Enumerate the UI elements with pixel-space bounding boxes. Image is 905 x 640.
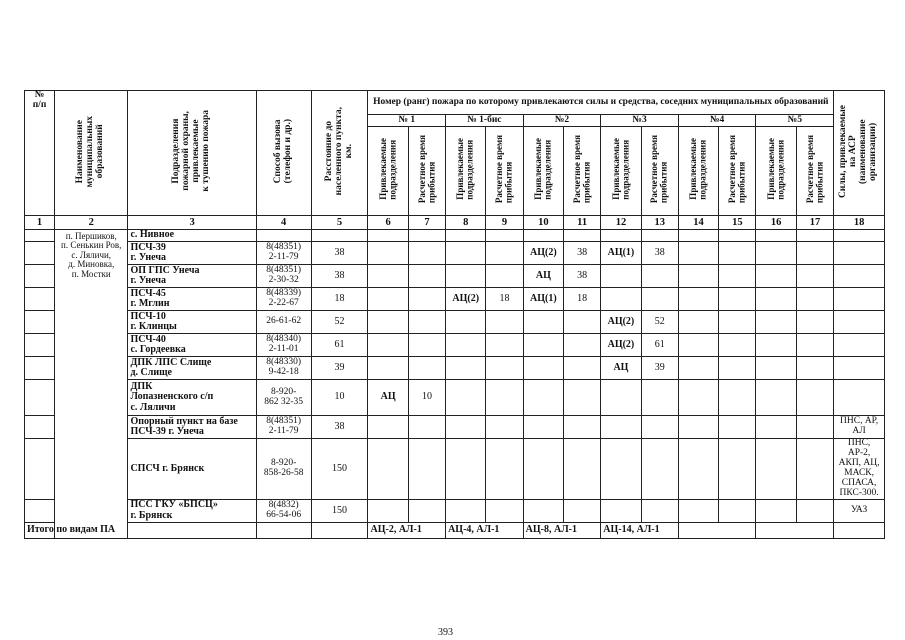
- assigned-units-rank-6: [756, 242, 796, 265]
- asr-forces: [834, 265, 885, 288]
- settlement-name: с. Нивное: [128, 230, 256, 242]
- assigned-units-rank-6: [756, 416, 796, 439]
- column-number: 8: [446, 216, 486, 230]
- unit-row: [25, 416, 885, 439]
- column-number: 6: [368, 216, 408, 230]
- assigned-units-rank-3: АЦ(1): [523, 288, 563, 311]
- call-method: 8-920- 858-26-58: [256, 439, 311, 500]
- arrival-time-rank-4: [641, 380, 678, 416]
- arrival-time-rank-2: [486, 311, 523, 334]
- header-col-asr: Силы, привлекаемые на АСР (наименование организации): [834, 91, 885, 216]
- empty-cell: [678, 230, 718, 242]
- assigned-units-rank-2: [446, 357, 486, 380]
- row-number-cell: [25, 311, 55, 334]
- totals-row: [25, 522, 885, 538]
- assigned-units-rank-1: [368, 357, 408, 380]
- unit-name: ПСЧ-45 г. Мглин: [128, 288, 256, 311]
- unit-row: [25, 311, 885, 334]
- assigned-units-rank-6: [756, 380, 796, 416]
- asr-forces: [834, 334, 885, 357]
- arrival-time-rank-4: [641, 265, 678, 288]
- assigned-units-rank-6: [756, 439, 796, 500]
- arrival-time-rank-6: [796, 334, 833, 357]
- arrival-time-rank-1: [408, 311, 445, 334]
- assigned-units-rank-5: [678, 242, 718, 265]
- assigned-units-rank-1: [368, 416, 408, 439]
- arrival-time-rank-6: [796, 499, 833, 522]
- arrival-time-rank-3: [564, 311, 601, 334]
- totals-rank-5: [678, 522, 756, 538]
- column-number: 7: [408, 216, 445, 230]
- assigned-units-rank-1: [368, 334, 408, 357]
- column-number: 2: [55, 216, 128, 230]
- empty-cell: [756, 230, 796, 242]
- page-number: 393: [438, 627, 453, 638]
- assigned-units-rank-2: [446, 439, 486, 500]
- subheader-units-rank-1: Привлекаемые подразделения: [368, 127, 408, 216]
- arrival-time-rank-3: 38: [564, 242, 601, 265]
- row-number-cell: [25, 242, 55, 265]
- empty-cell: [368, 230, 408, 242]
- asr-forces: [834, 242, 885, 265]
- call-method: 8(48340) 2-11-01: [256, 334, 311, 357]
- call-method: 8(48351) 2-11-79: [256, 416, 311, 439]
- distance: 52: [311, 311, 368, 334]
- column-number: 11: [564, 216, 601, 230]
- column-number: 10: [523, 216, 563, 230]
- asr-forces: [834, 311, 885, 334]
- totals-rank-1: АЦ-2, АЛ-1: [368, 522, 446, 538]
- row-number-cell: [25, 265, 55, 288]
- assigned-units-rank-2: АЦ(2): [446, 288, 486, 311]
- arrival-time-rank-6: [796, 357, 833, 380]
- assigned-units-rank-3: АЦ(2): [523, 242, 563, 265]
- arrival-time-rank-5: [719, 380, 756, 416]
- asr-forces: ПНС, АР-2, АКП, АЦ, МАСК, СПАСА, ПКС-300.: [834, 439, 885, 500]
- arrival-time-rank-2: [486, 416, 523, 439]
- arrival-time-rank-5: [719, 499, 756, 522]
- arrival-time-rank-2: [486, 380, 523, 416]
- assigned-units-rank-3: АЦ: [523, 265, 563, 288]
- arrival-time-rank-1: [408, 499, 445, 522]
- assigned-units-rank-5: [678, 499, 718, 522]
- assigned-units-rank-5: [678, 357, 718, 380]
- arrival-time-rank-2: [486, 499, 523, 522]
- column-number: 9: [486, 216, 523, 230]
- header-rank-2: №2: [523, 115, 601, 127]
- arrival-time-rank-4: 52: [641, 311, 678, 334]
- subheader-time-rank-5: Расчетное время прибытия: [719, 127, 756, 216]
- assigned-units-rank-1: АЦ: [368, 380, 408, 416]
- arrival-time-rank-2: [486, 334, 523, 357]
- municipality-cell: п. Першиков, п. Сенькин Ров, с. Ляличи, д. Миновка, п. Мостки: [55, 230, 128, 539]
- unit-row: [25, 334, 885, 357]
- empty-cell: [256, 230, 311, 242]
- arrival-time-rank-3: [564, 499, 601, 522]
- call-method: 8(48351) 2-11-79: [256, 242, 311, 265]
- unit-name: ДПК Лопазненского с/п с. Ляличи: [128, 380, 256, 416]
- arrival-time-rank-2: [486, 265, 523, 288]
- empty-cell: [601, 230, 641, 242]
- call-method: 8(48351) 2-30-32: [256, 265, 311, 288]
- arrival-time-rank-6: [796, 288, 833, 311]
- row-number-cell: [25, 499, 55, 522]
- assigned-units-rank-2: [446, 380, 486, 416]
- call-method: 8(48330) 9-42-18: [256, 357, 311, 380]
- subheader-units-rank-5: Привлекаемые подразделения: [678, 127, 718, 216]
- call-method: 8(48339) 2-22-67: [256, 288, 311, 311]
- row-number-cell: [25, 416, 55, 439]
- settlement-row: [25, 230, 885, 242]
- asr-forces: [834, 288, 885, 311]
- column-number: 18: [834, 216, 885, 230]
- column-number: 4: [256, 216, 311, 230]
- assigned-units-rank-4: [601, 416, 641, 439]
- assigned-units-rank-1: [368, 242, 408, 265]
- empty-cell: [719, 230, 756, 242]
- assigned-units-rank-5: [678, 311, 718, 334]
- assigned-units-rank-3: [523, 334, 563, 357]
- subheader-units-rank-2: Привлекаемые подразделения: [446, 127, 486, 216]
- assigned-units-rank-4: АЦ(2): [601, 311, 641, 334]
- distance: 10: [311, 380, 368, 416]
- row-number-cell: [25, 288, 55, 311]
- assigned-units-rank-1: [368, 311, 408, 334]
- assigned-units-rank-6: [756, 311, 796, 334]
- column-number: 3: [128, 216, 256, 230]
- column-number: 14: [678, 216, 718, 230]
- arrival-time-rank-1: [408, 334, 445, 357]
- arrival-time-rank-2: [486, 439, 523, 500]
- header-rank-1bis: № 1-бис: [446, 115, 524, 127]
- distance: 150: [311, 439, 368, 500]
- call-method: 26-61-62: [256, 311, 311, 334]
- assigned-units-rank-6: [756, 265, 796, 288]
- totals-label: Итого по видам ПА: [25, 522, 128, 538]
- assigned-units-rank-6: [756, 334, 796, 357]
- column-number: 5: [311, 216, 368, 230]
- distance: 38: [311, 265, 368, 288]
- totals-rank-4: АЦ-14, АЛ-1: [601, 522, 679, 538]
- assigned-units-rank-5: [678, 288, 718, 311]
- header-col-units: Подразделения пожарной охраны, привлекаемые к тушению пожара: [128, 91, 256, 216]
- empty-cell: [311, 522, 368, 538]
- column-number: 16: [756, 216, 796, 230]
- unit-row: [25, 265, 885, 288]
- asr-forces: УАЗ: [834, 499, 885, 522]
- distance: 150: [311, 499, 368, 522]
- arrival-time-rank-3: [564, 380, 601, 416]
- header-rank-1: № 1: [368, 115, 446, 127]
- assigned-units-rank-5: [678, 416, 718, 439]
- call-method: 8(4832) 66-54-06: [256, 499, 311, 522]
- assigned-units-rank-3: [523, 439, 563, 500]
- empty-cell: [564, 230, 601, 242]
- unit-name: ПСС ГКУ «БПСЦ» г. Брянск: [128, 499, 256, 522]
- arrival-time-rank-6: [796, 265, 833, 288]
- call-method: 8-920- 862 32-35: [256, 380, 311, 416]
- unit-row: [25, 499, 885, 522]
- assigned-units-rank-1: [368, 265, 408, 288]
- unit-name: ОП ГПС Унеча г. Унеча: [128, 265, 256, 288]
- row-number-cell: [25, 230, 55, 242]
- arrival-time-rank-3: 38: [564, 265, 601, 288]
- assigned-units-rank-5: [678, 439, 718, 500]
- distance: 18: [311, 288, 368, 311]
- unit-name: Опорный пункт на базе ПСЧ-39 г. Унеча: [128, 416, 256, 439]
- unit-row: [25, 288, 885, 311]
- distance: 38: [311, 242, 368, 265]
- header-row-1: [25, 91, 885, 115]
- unit-name: ПСЧ-40 с. Гордеевка: [128, 334, 256, 357]
- subheader-time-rank-6: Расчетное время прибытия: [796, 127, 833, 216]
- assigned-units-rank-2: [446, 265, 486, 288]
- header-rank-3: №3: [601, 115, 679, 127]
- row-number-cell: [25, 357, 55, 380]
- column-number: 12: [601, 216, 641, 230]
- distance: 61: [311, 334, 368, 357]
- arrival-time-rank-2: [486, 242, 523, 265]
- assigned-units-rank-4: [601, 439, 641, 500]
- arrival-time-rank-4: [641, 499, 678, 522]
- header-col-municipality: Наименование муниципальных образований: [55, 91, 128, 216]
- row-number-cell: [25, 439, 55, 500]
- arrival-time-rank-5: [719, 416, 756, 439]
- assigned-units-rank-2: [446, 416, 486, 439]
- subheader-units-rank-6: Привлекаемые подразделения: [756, 127, 796, 216]
- arrival-time-rank-3: [564, 334, 601, 357]
- assigned-units-rank-6: [756, 357, 796, 380]
- empty-cell: [256, 522, 311, 538]
- subheader-units-rank-3: Привлекаемые подразделения: [523, 127, 563, 216]
- unit-name: СПСЧ г. Брянск: [128, 439, 256, 500]
- arrival-time-rank-3: 18: [564, 288, 601, 311]
- arrival-time-rank-5: [719, 288, 756, 311]
- assigned-units-rank-4: [601, 380, 641, 416]
- arrival-time-rank-4: [641, 416, 678, 439]
- asr-forces: [834, 357, 885, 380]
- arrival-time-rank-3: [564, 416, 601, 439]
- assigned-units-rank-3: [523, 357, 563, 380]
- arrival-time-rank-4: 39: [641, 357, 678, 380]
- header-col-call-method: Способ вызова (телефон и др.): [256, 91, 311, 216]
- assigned-units-rank-6: [756, 499, 796, 522]
- unit-row: [25, 380, 885, 416]
- assigned-units-rank-3: [523, 416, 563, 439]
- empty-cell: [446, 230, 486, 242]
- subheader-time-rank-1: Расчетное время прибытия: [408, 127, 445, 216]
- arrival-time-rank-6: [796, 416, 833, 439]
- subheader-time-rank-4: Расчетное время прибытия: [641, 127, 678, 216]
- assigned-units-rank-3: [523, 499, 563, 522]
- unit-name: ПСЧ-39 г. Унеча: [128, 242, 256, 265]
- arrival-time-rank-5: [719, 242, 756, 265]
- arrival-time-rank-5: [719, 311, 756, 334]
- empty-cell: [486, 230, 523, 242]
- row-number-cell: [25, 380, 55, 416]
- unit-row: [25, 439, 885, 500]
- totals-rank-3: АЦ-8, АЛ-1: [523, 522, 601, 538]
- subheader-units-rank-4: Привлекаемые подразделения: [601, 127, 641, 216]
- arrival-time-rank-6: [796, 242, 833, 265]
- assigned-units-rank-4: АЦ(2): [601, 334, 641, 357]
- arrival-time-rank-1: [408, 357, 445, 380]
- column-numbers-row: [25, 216, 885, 230]
- assigned-units-rank-4: АЦ(1): [601, 242, 641, 265]
- header-rank-group-title: Номер (ранг) пожара по которому привлекаются силы и средства, соседних муниципальных образований: [368, 91, 834, 115]
- distance: 38: [311, 416, 368, 439]
- assigned-units-rank-4: АЦ: [601, 357, 641, 380]
- assigned-units-rank-1: [368, 499, 408, 522]
- arrival-time-rank-4: 38: [641, 242, 678, 265]
- arrival-time-rank-4: [641, 288, 678, 311]
- arrival-time-rank-4: [641, 439, 678, 500]
- arrival-time-rank-4: 61: [641, 334, 678, 357]
- arrival-time-rank-1: [408, 242, 445, 265]
- assigned-units-rank-4: [601, 288, 641, 311]
- assigned-units-rank-4: [601, 265, 641, 288]
- header-rank-5: №5: [756, 115, 834, 127]
- subheader-time-rank-2: Расчетное время прибытия: [486, 127, 523, 216]
- empty-cell: [311, 230, 368, 242]
- asr-forces: ПНС, АР, АЛ: [834, 416, 885, 439]
- fire-forces-table: [24, 90, 885, 539]
- assigned-units-rank-1: [368, 439, 408, 500]
- empty-cell: [408, 230, 445, 242]
- assigned-units-rank-1: [368, 288, 408, 311]
- assigned-units-rank-2: [446, 311, 486, 334]
- header-col-number: № п/п: [25, 91, 55, 216]
- arrival-time-rank-1: [408, 265, 445, 288]
- assigned-units-rank-5: [678, 265, 718, 288]
- totals-rank-2: АЦ-4, АЛ-1: [446, 522, 524, 538]
- assigned-units-rank-5: [678, 380, 718, 416]
- arrival-time-rank-5: [719, 265, 756, 288]
- assigned-units-rank-4: [601, 499, 641, 522]
- assigned-units-rank-6: [756, 288, 796, 311]
- subheader-time-rank-3: Расчетное время прибытия: [564, 127, 601, 216]
- row-number-cell: [25, 334, 55, 357]
- header-col-distance: Расстояние до населенного пункта, км.: [311, 91, 368, 216]
- empty-cell: [834, 230, 885, 242]
- arrival-time-rank-2: [486, 357, 523, 380]
- assigned-units-rank-5: [678, 334, 718, 357]
- arrival-time-rank-3: [564, 357, 601, 380]
- column-number: 13: [641, 216, 678, 230]
- unit-row: [25, 357, 885, 380]
- unit-name: ДПК ЛПС Слище д. Слище: [128, 357, 256, 380]
- totals-rank-6: [756, 522, 834, 538]
- arrival-time-rank-6: [796, 380, 833, 416]
- unit-row: [25, 242, 885, 265]
- arrival-time-rank-1: [408, 288, 445, 311]
- arrival-time-rank-2: 18: [486, 288, 523, 311]
- empty-cell: [641, 230, 678, 242]
- unit-name: ПСЧ-10 г. Клинцы: [128, 311, 256, 334]
- assigned-units-rank-3: [523, 380, 563, 416]
- empty-cell: [796, 230, 833, 242]
- empty-cell: [128, 522, 256, 538]
- arrival-time-rank-6: [796, 439, 833, 500]
- assigned-units-rank-2: [446, 499, 486, 522]
- assigned-units-rank-3: [523, 311, 563, 334]
- arrival-time-rank-1: [408, 416, 445, 439]
- asr-forces: [834, 380, 885, 416]
- arrival-time-rank-5: [719, 357, 756, 380]
- column-number: 1: [25, 216, 55, 230]
- assigned-units-rank-2: [446, 334, 486, 357]
- arrival-time-rank-1: [408, 439, 445, 500]
- empty-cell: [834, 522, 885, 538]
- column-number: 15: [719, 216, 756, 230]
- arrival-time-rank-5: [719, 334, 756, 357]
- column-number: 17: [796, 216, 833, 230]
- arrival-time-rank-5: [719, 439, 756, 500]
- arrival-time-rank-3: [564, 439, 601, 500]
- arrival-time-rank-6: [796, 311, 833, 334]
- header-rank-4: №4: [678, 115, 756, 127]
- distance: 39: [311, 357, 368, 380]
- empty-cell: [523, 230, 563, 242]
- arrival-time-rank-1: 10: [408, 380, 445, 416]
- assigned-units-rank-2: [446, 242, 486, 265]
